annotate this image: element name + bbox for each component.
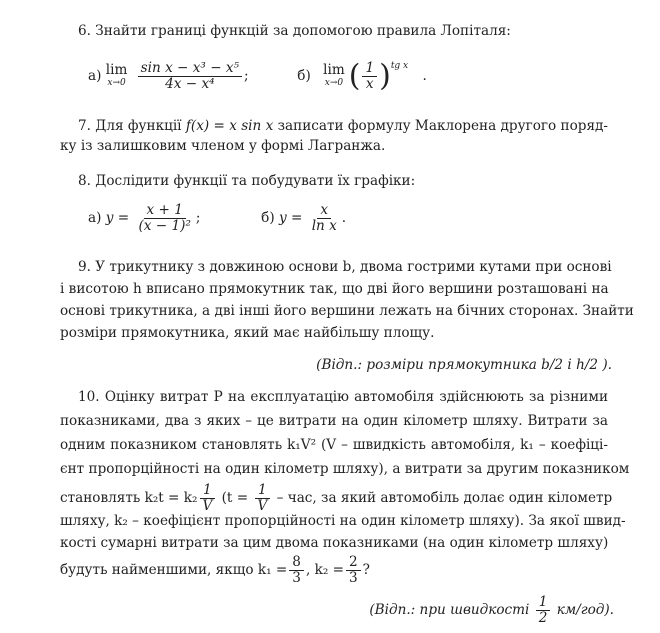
problem-10-line-2: показниками, два з яких – це витрати на один кілометр шляху. Витрати за — [60, 413, 608, 429]
problem-7-line-1: 7. Для функції f(x) = x sin x записати формулу Маклорена другого поряд- — [78, 118, 609, 134]
k1-fraction: $\frac{8}{3}$ — [289, 555, 304, 586]
problem-6-statement: 6. Знайти границі функцій за допомогою правила Лопіталя: — [78, 23, 511, 39]
problem-6a-label: а) — [88, 68, 102, 84]
limit-operator: lim x→0 — [105, 61, 128, 88]
problem-10-line-5: становлять k₂t = k₂ $\frac{1}{V}$ (t = $\frac{1}{V}$ – час, за який автомобіль долає один кілометр — [60, 482, 613, 514]
problem-10-line-7: кості сумарні витрати за цим двома показниками (на один кілометр шляху) — [60, 535, 609, 551]
problem-10-line-4: єнт пропорційності на один кілометр шляху), а витрати за другим показником — [60, 461, 630, 477]
problem-7-function: f(x) = x sin x — [185, 118, 274, 134]
problem-6a-fraction: $\frac{\text{sin x − x³ − x⁵}}{\text{4x − x⁴}}$ — [138, 61, 242, 92]
fraction-1-over-v-2: $\frac{1}{V}$ — [254, 483, 270, 514]
fraction-1-over-v: $\frac{1}{V}$ — [199, 483, 215, 514]
problem-9-line-2: і висотою h вписано прямокутник так, що дві його вершини розташовані на — [60, 281, 609, 297]
problem-6b-fraction: $\frac{1}{x}$ — [362, 61, 377, 92]
limit-operator: lim x→0 — [323, 61, 345, 88]
k2-fraction: $\frac{2}{3}$ — [346, 555, 361, 586]
problem-8-formulas: а) y = $\frac{x + 1}{\text{(x − 1)²}}$ ; б) y = $\frac{x}{\text{ln x}}$ . — [88, 202, 347, 234]
problem-7-line-2: ку із залишковим членом у формі Лагранжа. — [60, 138, 386, 154]
problem-6b-label: б) — [297, 68, 311, 84]
problem-9-line-1: 9. У трикутнику з довжиною основи b, двома гострими кутами при основі — [78, 259, 612, 275]
problem-9-line-3: основі трикутника, а дві інші його вершини лежать на бічних сторонах. Знайти — [60, 303, 634, 319]
problem-10-line-6: шляху, k₂ – коефіцієнт пропорційності на один кілометр шляху). За якої швид- — [60, 513, 626, 529]
problem-6b-exponent: tg x — [390, 61, 409, 71]
problem-6-formulas: а) lim x→0 $\frac{\text{sin x − x³ − x⁵}}{\text{4x − x⁴}}$ ; б) lim x→0 ( $\frac{1}{x}$ )$^{tg x}$ . — [88, 58, 427, 94]
problem-10-line-8: будуть найменшими, якщо k₁ = $\frac{8}{3}$ , k₂ = $\frac{2}{3}$ ? — [60, 554, 370, 586]
problem-8b-fraction: $\frac{x}{\text{ln x}}$ — [311, 202, 337, 234]
problem-10-answer: (Відп.: при швидкості $\frac{1}{2}$ км/год). — [369, 594, 614, 626]
problem-9-line-4: розміри прямокутника, який має найбільшу площу. — [60, 325, 435, 341]
problem-8-statement: 8. Дослідити функції та побудувати їх графіки: — [78, 173, 416, 189]
problem-10-line-1: 10. Оцінку витрат P на експлуатацію автомобіля здійснюють за різними — [78, 389, 608, 405]
problem-8a-fraction: $\frac{x + 1}{\text{(x − 1)²}}$ — [138, 202, 191, 234]
problem-10-line-3: одним показником становлять k₁V² (V – швидкість автомобіля, k₁ – коефіці- — [60, 437, 608, 453]
answer-fraction: $\frac{1}{2}$ — [536, 595, 551, 626]
problem-9-answer: (Відп.: розміри прямокутника b/2 і h/2 ). — [316, 357, 612, 373]
